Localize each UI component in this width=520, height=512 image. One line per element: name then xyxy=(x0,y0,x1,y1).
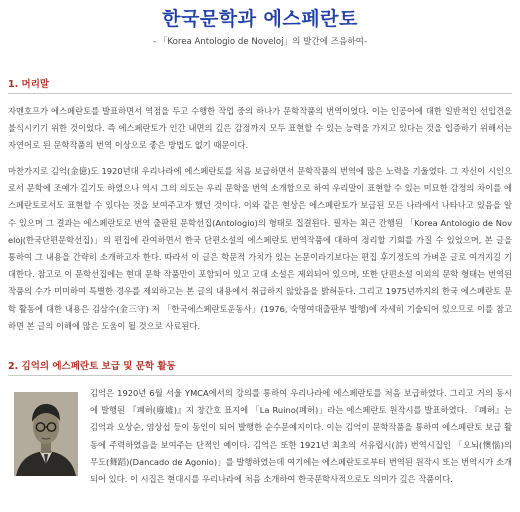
page-title: 한국문학과 에스페란토 xyxy=(162,8,358,30)
section-divider xyxy=(8,93,512,94)
portrait-image xyxy=(14,392,78,476)
paragraph: 마찬가지로 김억(金億)도 1920년대 우리나라에 에스페란토를 처음 보급하면서 문학작품의 번역에 많은 노력을 기울였다. 그 자신이 시인으로서 문학에 조예가 깊기도 하였으나 역시 그의 의도는 우리 문학을 번역 소개함으로 하여 우리말이 표현할 수 있는 미묘한 감정의 차이를 에스페란토로서도 표현할 수 있다는 것을 보여주고자 했던 것이다. 이와 같은 현상은 에스페란토가 보급된 모든 나라에서 나타나고 있음을 알 수 있으며 그 결과는 에스페란토로 번역 출판된 문학선집(Antologio)의 형태로 집결된다. 필자는 최근 간행된 「Korea Antologio de Noveloj(한국단편문학선집)」의 편집에 관여하면서 한국 단편소설의 에스페란토 번역작품에 대하여 정리할 기회를 가질 수 있었으며, 본 글을 통하여 그 내용을 간략히 소개하고자 한다. 따라서 이 글은 학문적 가치가 있는 논문이라기보다는 편집 후기정도의 가벼운 글로 여겨지길 기대한다. 참고로 이 문학선집에는 현대 문학 작품만이 포함되어 있고 고대 소설은 제외되어 있으며, 또한 단편소설 이외의 문학 형태는 번역된 작품의 수가 미미하여 특별한 경우를 제외하고는 본 글의 내용에서 취급하지 않았음을 밝혀둔다. 그리고 1975년까지의 한국 에스페란토 문학 활동에 대한 내용은 김삼수(金三守) 저 「한국에스페란토운동사」(1976, 숙명여대출판부 발행)에 자세히 기술되어 있으므로 이를 참고하면 본 글의 이해에 많은 도움이 될 것으로 사료된다. xyxy=(8,166,512,331)
page-subtitle: - 「Korea Antologio de Noveloj」의 발간에 즈음하여- xyxy=(152,37,368,47)
portrait-photo xyxy=(14,392,78,476)
section-heading-kim-eok: 2. 김억의 에스페란토 보급 및 문학 활동 xyxy=(8,361,176,372)
paragraph: 자멘호프가 에스페란토를 발표하면서 역점을 두고 수행한 작업 중의 하나가 문학작품의 번역이었다. 이는 인공어에 대한 일반적인 선입견을 불식시키기 위한 것이었다. 즉 에스페란토가 인간 내면의 깊은 감정까지 모두 표현할 수 있는 능력을 가지고 있다는 것을 입증하기 위해서는 자연어로 된 문학작품의 번역 이상으로 좋은 방법도 없기 때문이다. xyxy=(8,106,512,151)
section-divider xyxy=(8,375,512,376)
paragraph: 김억은 1920년 6월 서울 YMCA에서의 강의를 통하여 우리나라에 에스페란토를 처음 보급하였다. 그리고 거의 동시에 발행된 『폐허(廢墟)』지 창간호 표지에 「La Ruino(폐허)」라는 에스페란토 원작시를 발표하였다. 『폐허』는 김억과 오상순, 염상섭 등이 동인이 되어 발행한 순수문예지이다. 이는 김억이 문학작품을 통하여 에스페란토 보급 활동에 주력하였음을 보여주는 단적인 예이다. 김억은 또한 1921년 최초의 서유럽시(詩) 번역시집인 「오뇌(懊惱)의 무도(舞蹈)(Dancado de Agonio)」를 발행하였는데 여기에는 에스페란토로부터 번역된 원작시 또는 번역시가 소개되어 있다. 이 시집은 현대시를 우리나라에 처음 소개하여 한국문학사적으로도 의미가 깊은 작품이다. xyxy=(90,388,512,485)
section-heading-intro: 1. 머리말 xyxy=(8,79,50,90)
